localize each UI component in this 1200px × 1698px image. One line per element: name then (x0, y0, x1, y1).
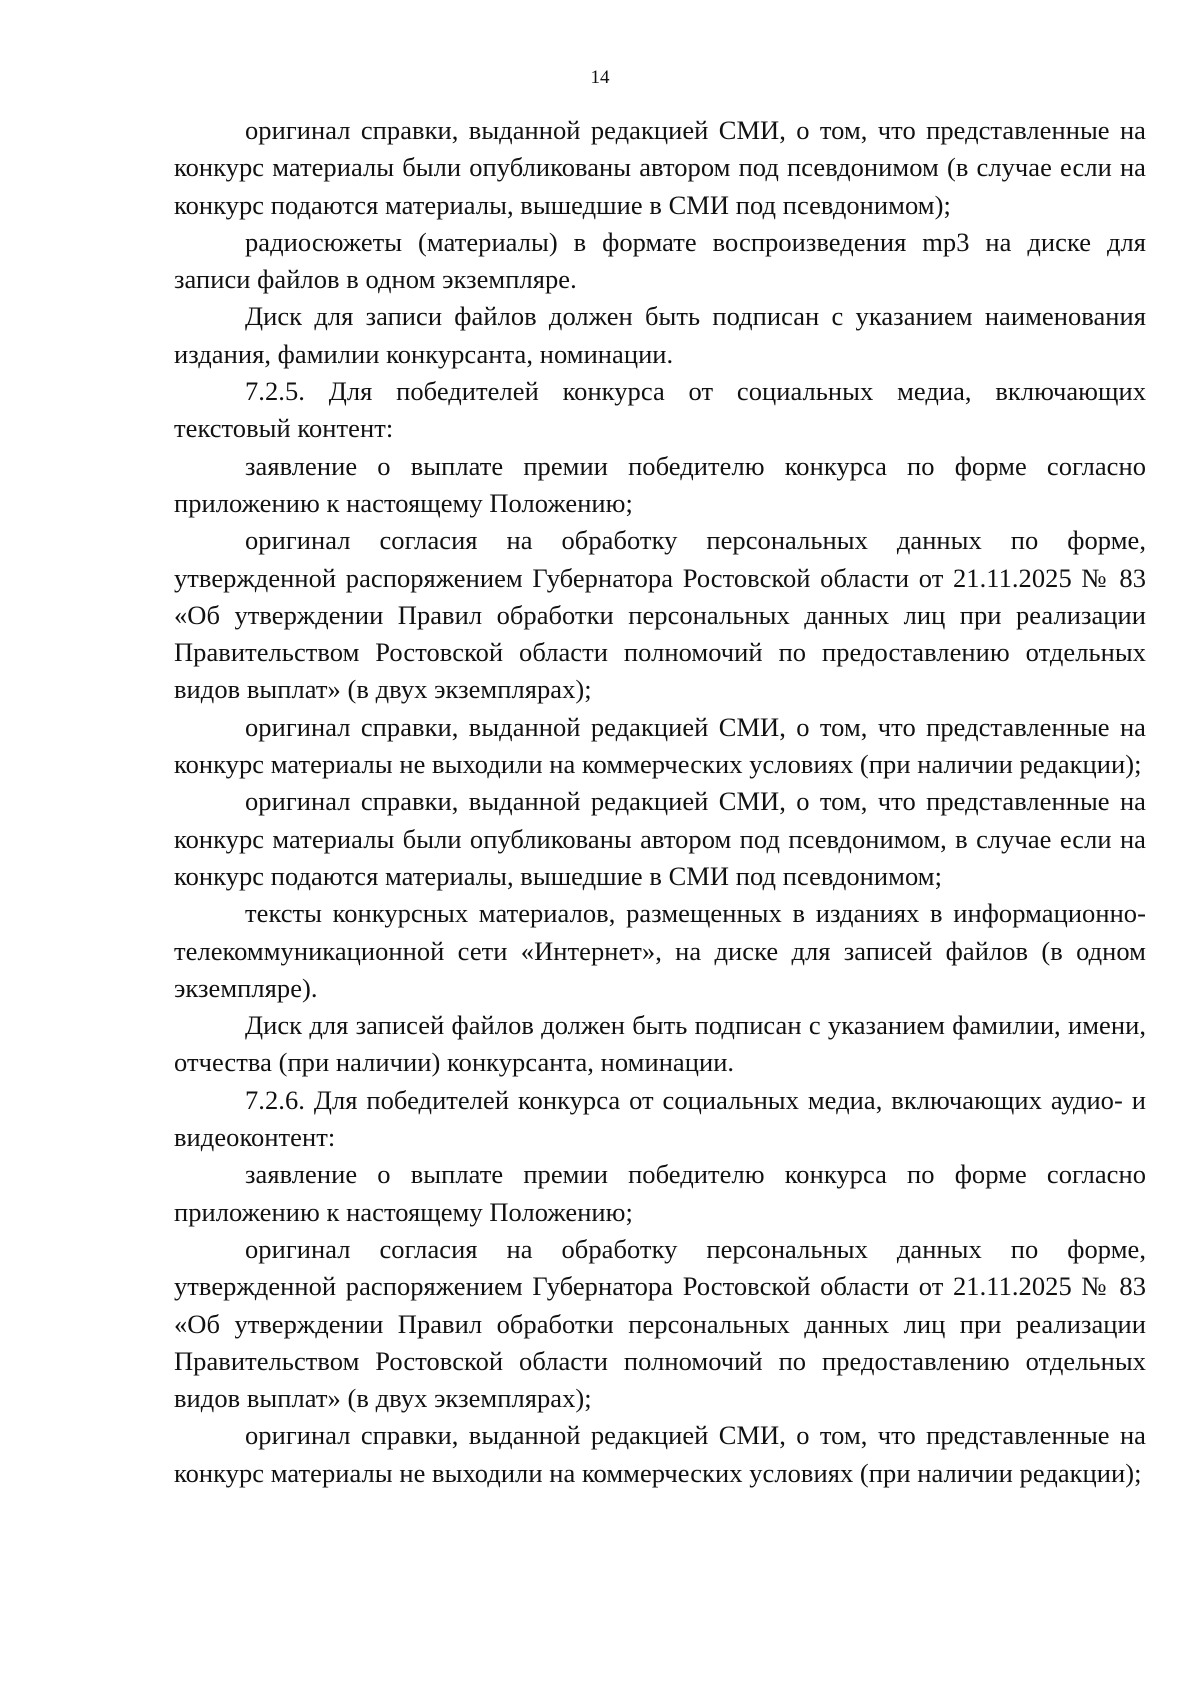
paragraph: оригинал справки, выданной редакцией СМИ, о том, что представленные на конкурс материалы не выходили на коммерческих условиях (при наличии редакции); (174, 1420, 1146, 1488)
paragraph: оригинал справки, выданной редакцией СМИ, о том, что представленные на конкурс материалы не выходили на коммерческих условиях (при наличии редакции); (174, 711, 1146, 780)
paragraph: оригинал согласия на обработку персональных данных по форме, утвержденной распоряжением Губернатора Ростовской области от 21.11.2025 № 83 «Об утверждении Правил обработки персональных данных лиц при реализации Правительством Ростовской области полномочий по предоставлению отдельных видов выплат» (в двух экземплярах); (174, 525, 1146, 705)
paragraph: тексты конкурсных материалов, размещенных в изданиях в информационно-телекоммуникационной сети «Интернет», на диске для записей файлов (в одном экземпляре). (174, 898, 1146, 1003)
clause-heading: 7.2.5. Для победителей конкурса от социальных медиа, включающих текстовый контент: (174, 376, 1146, 444)
document-body (174, 112, 1146, 1492)
paragraph: оригинал справки, выданной редакцией СМИ, о том, что представленные на конкурс материалы были опубликованы автором под псевдонимом (в случае если на конкурс подаются материалы, вышедшие в СМИ под псевдонимом); (174, 115, 1146, 220)
clause-heading: 7.2.6. Для победителей конкурса от социальных медиа, включающих аудио- и видеоконтент: (174, 1084, 1146, 1153)
paragraph: Диск для записей файлов должен быть подписан с указанием фамилии, имени, отчества (при наличии) конкурсанта, номинации. (174, 1010, 1146, 1078)
paragraph: заявление о выплате премии победителю конкурса по форме согласно приложению к настоящему Положению; (174, 450, 1146, 518)
paragraph: радиосюжеты (материалы) в формате воспроизведения mp3 на диске для записи файлов в одном экземпляре. (174, 226, 1146, 295)
paragraph: заявление о выплате премии победителю конкурса по форме согласно приложению к настоящему Положению; (174, 1159, 1146, 1227)
page-number: 14 (590, 67, 610, 88)
paragraph: Диск для записи файлов должен быть подписан с указанием наименования издания, фамилии конкурсанта, номинации. (174, 301, 1146, 369)
paragraph: оригинал согласия на обработку персональных данных по форме, утвержденной распоряжением Губернатора Ростовской области от 21.11.2025 № 83 «Об утверждении Правил обработки персональных данных лиц при реализации Правительством Ростовской области полномочий по предоставлению отдельных видов выплат» (в двух экземплярах); (174, 1233, 1146, 1414)
paragraph: оригинал справки, выданной редакцией СМИ, о том, что представленные на конкурс материалы были опубликованы автором под псевдонимом, в случае если на конкурс подаются материалы, вышедшие в СМИ под псевдонимом; (174, 786, 1146, 891)
